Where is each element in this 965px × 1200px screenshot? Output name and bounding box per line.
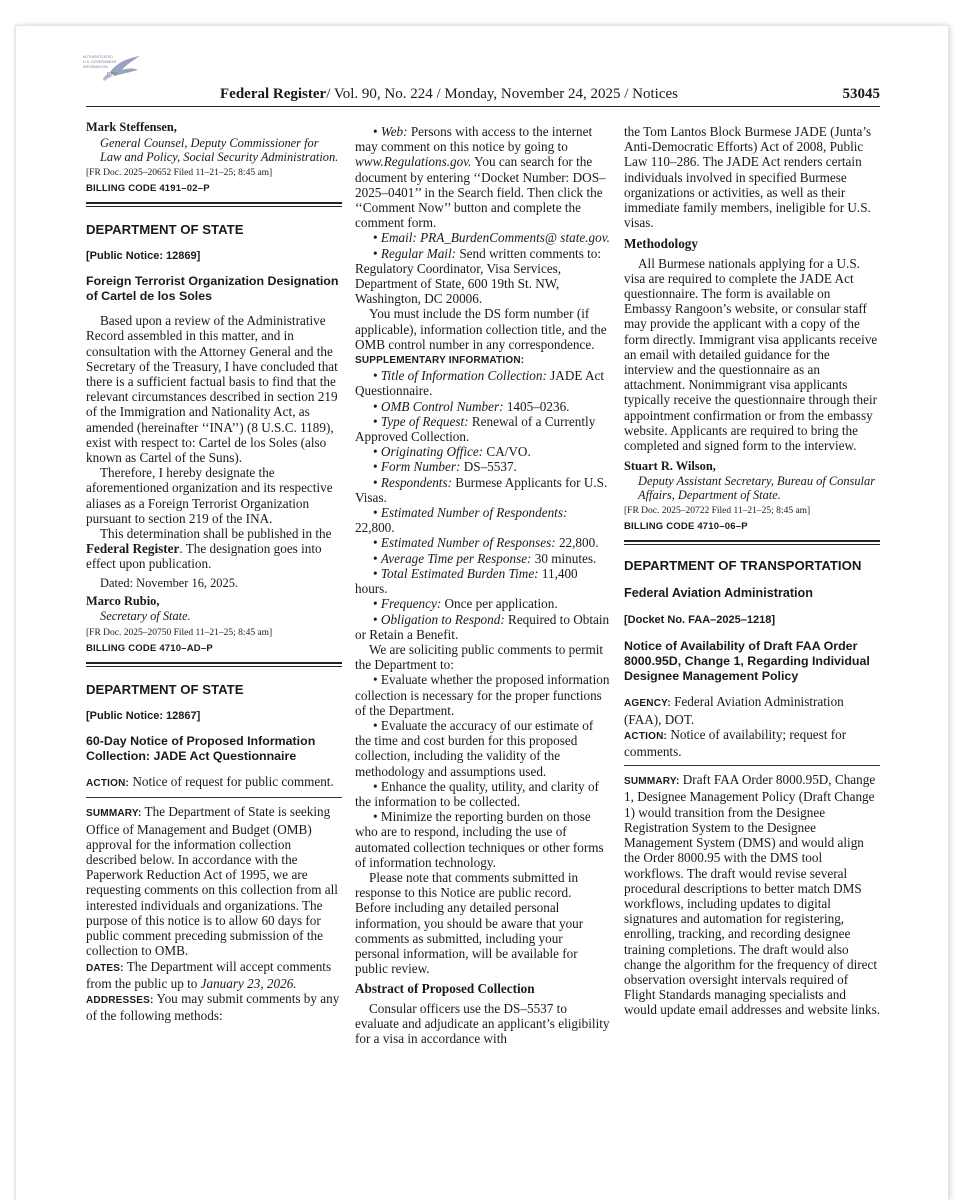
- methodology-heading: Methodology: [624, 236, 698, 252]
- agency-heading: DEPARTMENT OF TRANSPORTATION: [624, 558, 862, 574]
- solicit-bullet-text: Enhance the quality, utility, and clarity of the information to be collected.: [355, 778, 599, 809]
- agency-paragraph: [624, 694, 880, 726]
- dated-line: Dated: November 16, 2025.: [100, 575, 238, 590]
- body-paragraph: You must include the DS form number (if applicable), information collection title, and the OMB control number in any correspondence.: [355, 306, 607, 352]
- solicit-bullet: • Evaluate whether the proposed information collection is necessary for the proper functions of the Department.: [355, 672, 610, 718]
- supplementary-item: • Title of Information Collection: JADE Act Questionnaire.: [355, 368, 605, 399]
- docket-number: [Docket No. FAA–2025–1218]: [624, 614, 776, 627]
- summary-label: SUMMARY:: [86, 808, 142, 820]
- federal-register-ref: Federal Register: [86, 541, 180, 557]
- supplementary-item-label: Respondents:: [380, 474, 452, 490]
- signer-title: Deputy Assistant Secretary, Bureau of Consular Affairs, Department of State.: [638, 474, 876, 503]
- supplementary-item-value: 30 minutes.: [531, 550, 597, 566]
- action-text: Notice of request for public comment.: [132, 774, 334, 790]
- body-paragraph: the Tom Lantos Block Burmese JADE (Junta’s Anti-Democratic Efforts) Act of 2008, Public Law 110–286. The JADE Act renders certain individuals involved in specified Burmese organizations or activities, as well as their immediate family members, ineligible for U.S. visas.: [624, 124, 872, 231]
- issue-info: / Vol. 90, No. 224 / Monday, November 24, 2025 / Notices: [326, 86, 678, 102]
- signer-name: Marco Rubio,: [86, 593, 160, 608]
- running-header: [220, 84, 880, 106]
- supplementary-item-label: Originating Office:: [380, 444, 484, 460]
- supplementary-item: • Estimated Number of Respondents: 22,800.: [355, 505, 568, 536]
- summary-paragraph: [624, 772, 880, 1017]
- body-paragraph: Please note that comments submitted in response to this Notice are public record. Before including any detailed personal information, you should be aware that your comments as submitted, including your personal information, will be available for public review.: [355, 869, 584, 977]
- publication-name: Federal Register: [220, 86, 327, 102]
- section-rule: [86, 797, 342, 798]
- action-paragraph: [86, 774, 342, 791]
- column-2: [355, 124, 610, 1046]
- supplementary-item: • Respondents: Burmese Applicants for U.S. Visas.: [355, 474, 608, 505]
- supplementary-item-value: Required to Obtain or Retain a Benefit.: [355, 611, 610, 642]
- body-paragraph: Consular officers use the DS–5537 to evaluate and adjudicate an applicant’s eligibility for a visa in accordance with: [355, 1000, 610, 1046]
- public-notice-number: [Public Notice: 12867]: [86, 710, 201, 723]
- notice-title: 60-Day Notice of Proposed Information Collection: JADE Act Questionnaire: [86, 734, 316, 764]
- web-label: Web:: [380, 124, 408, 139]
- logo-text-line-2: U.S. GOVERNMENT: [83, 60, 117, 64]
- mail-label: Regular Mail:: [380, 245, 457, 261]
- dates-label: DATES:: [86, 962, 124, 974]
- header-rule: [86, 106, 880, 107]
- action-label: ACTION:: [624, 730, 668, 742]
- body-paragraph: Based upon a review of the Administrative Record assembled in this matter, and in consultation with the Attorney General and the Secretary of the Treasury, I have concluded that there is a sufficient factual basis to find that the relevant circumstances described in section 219 of the Immigration and Nationality Act, as amended (hereinafter ‘‘INA’’) (8 U.S.C. 1189), exist with respect to: Cartel de los Soles (also known as Cartel of the Suns).: [86, 313, 338, 466]
- signer-name: Mark Steffensen,: [86, 120, 177, 134]
- agency-heading: DEPARTMENT OF STATE: [86, 682, 244, 698]
- addresses-paragraph: [86, 991, 342, 1023]
- supplementary-item-value: JADE Act Questionnaire.: [355, 368, 605, 399]
- supplementary-item-label: Type of Request:: [380, 413, 469, 429]
- action-paragraph: [624, 727, 880, 759]
- supplementary-item: • OMB Control Number: 1405–0236.: [373, 398, 570, 414]
- notice-title: Notice of Availability of Draft FAA Order 8000.95D, Change 1, Regarding Individual Designee Management Policy: [624, 639, 870, 684]
- addresses-text: You may submit comments by any of the following methods:: [86, 990, 340, 1024]
- body-paragraph: Therefore, I hereby designate the aforementioned organization and its respective aliases as a Foreign Terrorist Organization pursuant to section 219 of the INA.: [86, 465, 333, 526]
- supplementary-item-value: Renewal of a Currently Approved Collection.: [355, 413, 596, 445]
- billing-code: BILLING CODE 4191–02–P: [86, 183, 210, 195]
- section-rule: [86, 206, 342, 207]
- column-1: [86, 120, 342, 1023]
- supplementary-item: • Frequency: Once per application.: [373, 596, 558, 612]
- supplementary-item: • Originating Office: CA/VO.: [373, 444, 531, 460]
- summary-label: SUMMARY:: [624, 776, 680, 788]
- supplementary-item: • Form Number: DS–5537.: [373, 459, 517, 475]
- supplementary-item: • Average Time per Response: 30 minutes.: [373, 550, 597, 566]
- fr-doc-line: [FR Doc. 2025–20750 Filed 11–21–25; 8:45 am]: [86, 628, 273, 639]
- action-label: ACTION:: [86, 778, 130, 790]
- web-text-continued: You can search for the document by entering ‘‘Docket Number: DOS–2025–0401’’ in the Search field. Then click the ‘‘Comment Now’’ button and complete the comment form.: [355, 154, 606, 231]
- body-paragraph: All Burmese nationals applying for a U.S. visa are required to complete the JADE Act questionnaire. The form is available on Embassy Rangoon’s website, or consular staff may provide the applicant with a copy of the form directly. Immigrant visa applicants receive an email with detailed guidance for the interview and the questionnaire as an attachment. Nonimmigrant visa applicants typically receive the questionnaire through their appointment confirmation or from the embassy website. Applicants are required to bring the completed and signed form to the interview.: [624, 255, 878, 454]
- supplementary-label: SUPPLEMENTARY INFORMATION:: [355, 355, 525, 367]
- section-rule: [624, 765, 880, 766]
- notice-title: Foreign Terrorist Organization Designation of Cartel de los Soles: [86, 274, 339, 304]
- supplementary-item: • Estimated Number of Responses: 22,800.: [373, 535, 599, 551]
- solicit-list: [355, 672, 610, 870]
- signer-name: Stuart R. Wilson,: [624, 459, 716, 474]
- dates-paragraph: [86, 959, 342, 991]
- section-rule: [624, 544, 880, 545]
- summary-paragraph: [86, 804, 342, 958]
- supplementary-item: • Type of Request: Renewal of a Currently Approved Collection.: [355, 413, 596, 445]
- supplementary-item-label: Title of Information Collection:: [380, 368, 547, 384]
- solicit-bullet-text: Evaluate whether the proposed information collection is necessary for the proper functions of the Department.: [355, 672, 610, 718]
- fr-doc-line: [FR Doc. 2025–20652 Filed 11–21–25; 8:45 am]: [86, 168, 273, 179]
- supplementary-item-value: 11,400 hours.: [355, 565, 578, 597]
- supplementary-list: [355, 368, 610, 642]
- agency-label: AGENCY:: [624, 698, 671, 710]
- signer-title: General Counsel, Deputy Commissioner for Law and Policy, Social Security Administration.: [100, 136, 339, 165]
- email-address[interactable]: Email: PRA_BurdenComments@ state.gov.: [380, 230, 610, 246]
- section-rule: [624, 540, 880, 542]
- billing-code: BILLING CODE 4710–AD–P: [86, 643, 213, 655]
- abstract-heading: Abstract of Proposed Collection: [355, 981, 535, 997]
- logo-text-line-3: INFORMATION: [83, 65, 108, 69]
- supplementary-item-value: CA/VO.: [483, 444, 531, 460]
- solicit-bullet-text: Evaluate the accuracy of our estimate of the time and cost burden for this proposed collection, including the validity of the methodology and assumptions used.: [355, 717, 594, 779]
- logo-text-line-1: AUTHENTICATED: [83, 55, 113, 59]
- signer-title: Secretary of State.: [100, 609, 191, 624]
- supplementary-item-label: Obligation to Respond:: [380, 611, 505, 627]
- supplementary-item: • Obligation to Respond: Required to Obtain or Retain a Benefit.: [355, 611, 610, 642]
- fr-doc-line: [FR Doc. 2025–20722 Filed 11–21–25; 8:45 am]: [624, 506, 811, 517]
- gpo-authentication-logo: [80, 52, 146, 82]
- supplementary-item-value: 1405–0236.: [503, 398, 570, 414]
- supplementary-item-value: 22,800.: [355, 520, 395, 536]
- supplementary-item-value: DS–5537.: [460, 459, 517, 475]
- mail-text: Send written comments to: Regulatory Coordinator, Visa Services, Department of State, 600 19th St. NW, Washington, DC 20006.: [355, 245, 602, 307]
- supplementary-item-value: Burmese Applicants for U.S. Visas.: [355, 474, 608, 505]
- mail-method: • Regular Mail: Send written comments to: Regulatory Coordinator, Visa Services, Department of State, 600 19th St. NW, Washington, DC 20006.: [355, 245, 602, 307]
- supplementary-item-label: Estimated Number of Respondents:: [380, 505, 568, 521]
- logo-text-line-4: GPO: [107, 71, 118, 76]
- supplementary-item-value: Once per application.: [441, 596, 558, 612]
- supplementary-item-label: OMB Control Number:: [380, 398, 504, 414]
- web-text: Persons with access to the internet may comment on this notice by going to: [355, 124, 593, 155]
- solicit-bullet: • Evaluate the accuracy of our estimate of the time and cost burden for this proposed collection, including the validity of the methodology and assumptions used.: [355, 717, 594, 779]
- supplementary-item-label: Frequency:: [380, 596, 442, 612]
- supplementary-item-label: Total Estimated Burden Time:: [380, 565, 539, 581]
- regulations-link[interactable]: www.Regulations.gov.: [355, 154, 472, 170]
- body-paragraph: [86, 526, 342, 572]
- addresses-label: ADDRESSES:: [86, 994, 154, 1006]
- text-run: . The designation goes into effect upon publication.: [86, 541, 322, 572]
- solicit-bullet: • Minimize the reporting burden on those who are to respond, including the use of automated collection techniques or other forms of information technology.: [355, 809, 604, 870]
- body-paragraph: We are soliciting public comments to permit the Department to:: [355, 641, 604, 673]
- section-rule: [86, 202, 342, 204]
- solicit-bullet-text: Minimize the reporting burden on those who are to respond, including the use of automated collection techniques or other forms of information technology.: [355, 809, 604, 870]
- agency-heading: DEPARTMENT OF STATE: [86, 222, 244, 238]
- column-3: [624, 124, 880, 1018]
- supplementary-item: • Total Estimated Burden Time: 11,400 hours.: [355, 565, 578, 597]
- text-run: This determination shall be published in the: [100, 526, 332, 542]
- agency-text: Federal Aviation Administration (FAA), DOT.: [624, 694, 844, 727]
- action-text: Notice of availability; request for comments.: [624, 726, 847, 760]
- section-rule: [86, 666, 342, 667]
- supplementary-item-label: Average Time per Response:: [380, 550, 532, 566]
- dates-deadline: January 23, 2026.: [200, 975, 297, 991]
- page-number: 53045: [842, 86, 880, 102]
- email-method: • Email: PRA_BurdenComments@ state.gov.: [373, 230, 610, 246]
- summary-text: The Department of State is seeking Office of Management and Budget (OMB) approval for the information collection described below. In accordance with the Paperwork Reduction Act of 1995, we are requesting comments on this collection from all interested individuals and organizations. The purpose of this notice is to allow 60 days for public comment preceding submission of the collection to OMB.: [86, 804, 338, 959]
- dates-text: The Department will accept comments from the public up to: [86, 958, 332, 991]
- public-notice-number: [Public Notice: 12869]: [86, 250, 201, 263]
- solicit-bullet: • Enhance the quality, utility, and clarity of the information to be collected.: [355, 778, 599, 809]
- web-method: • Web: Persons with access to the internet may comment on this notice by going to www.Regulations.gov. You can search for the document by entering ‘‘Docket Number: DOS–2025–0401’’ in the Search field. Then click the ‘‘Comment Now’’ button and complete the comment form.: [355, 124, 606, 231]
- section-rule: [86, 662, 342, 664]
- summary-text: Draft FAA Order 8000.95D, Change 1, Designee Management Policy (Draft Change 1) would transition from the Designee Registration System to the Designee Management System (DMS) and would align the Order 8000.95 with the DMS tool workflows. The draft would revise several procedural descriptions to better match DMS workflows, including updates to digital signatures and automation for registering, enrolling, tracking, and recording designee training completions. The draft would also change the algorithm for the frequency of direct observation oversight intervals required of Flight Standards managing specialists and would update email addresses and website links.: [624, 772, 880, 1018]
- sub-agency-heading: Federal Aviation Administration: [624, 586, 813, 601]
- supplementary-item-label: Form Number:: [380, 459, 461, 475]
- supplementary-item-label: Estimated Number of Responses:: [380, 535, 556, 551]
- billing-code: BILLING CODE 4710–06–P: [624, 521, 748, 533]
- supplementary-item-value: 22,800.: [555, 535, 599, 551]
